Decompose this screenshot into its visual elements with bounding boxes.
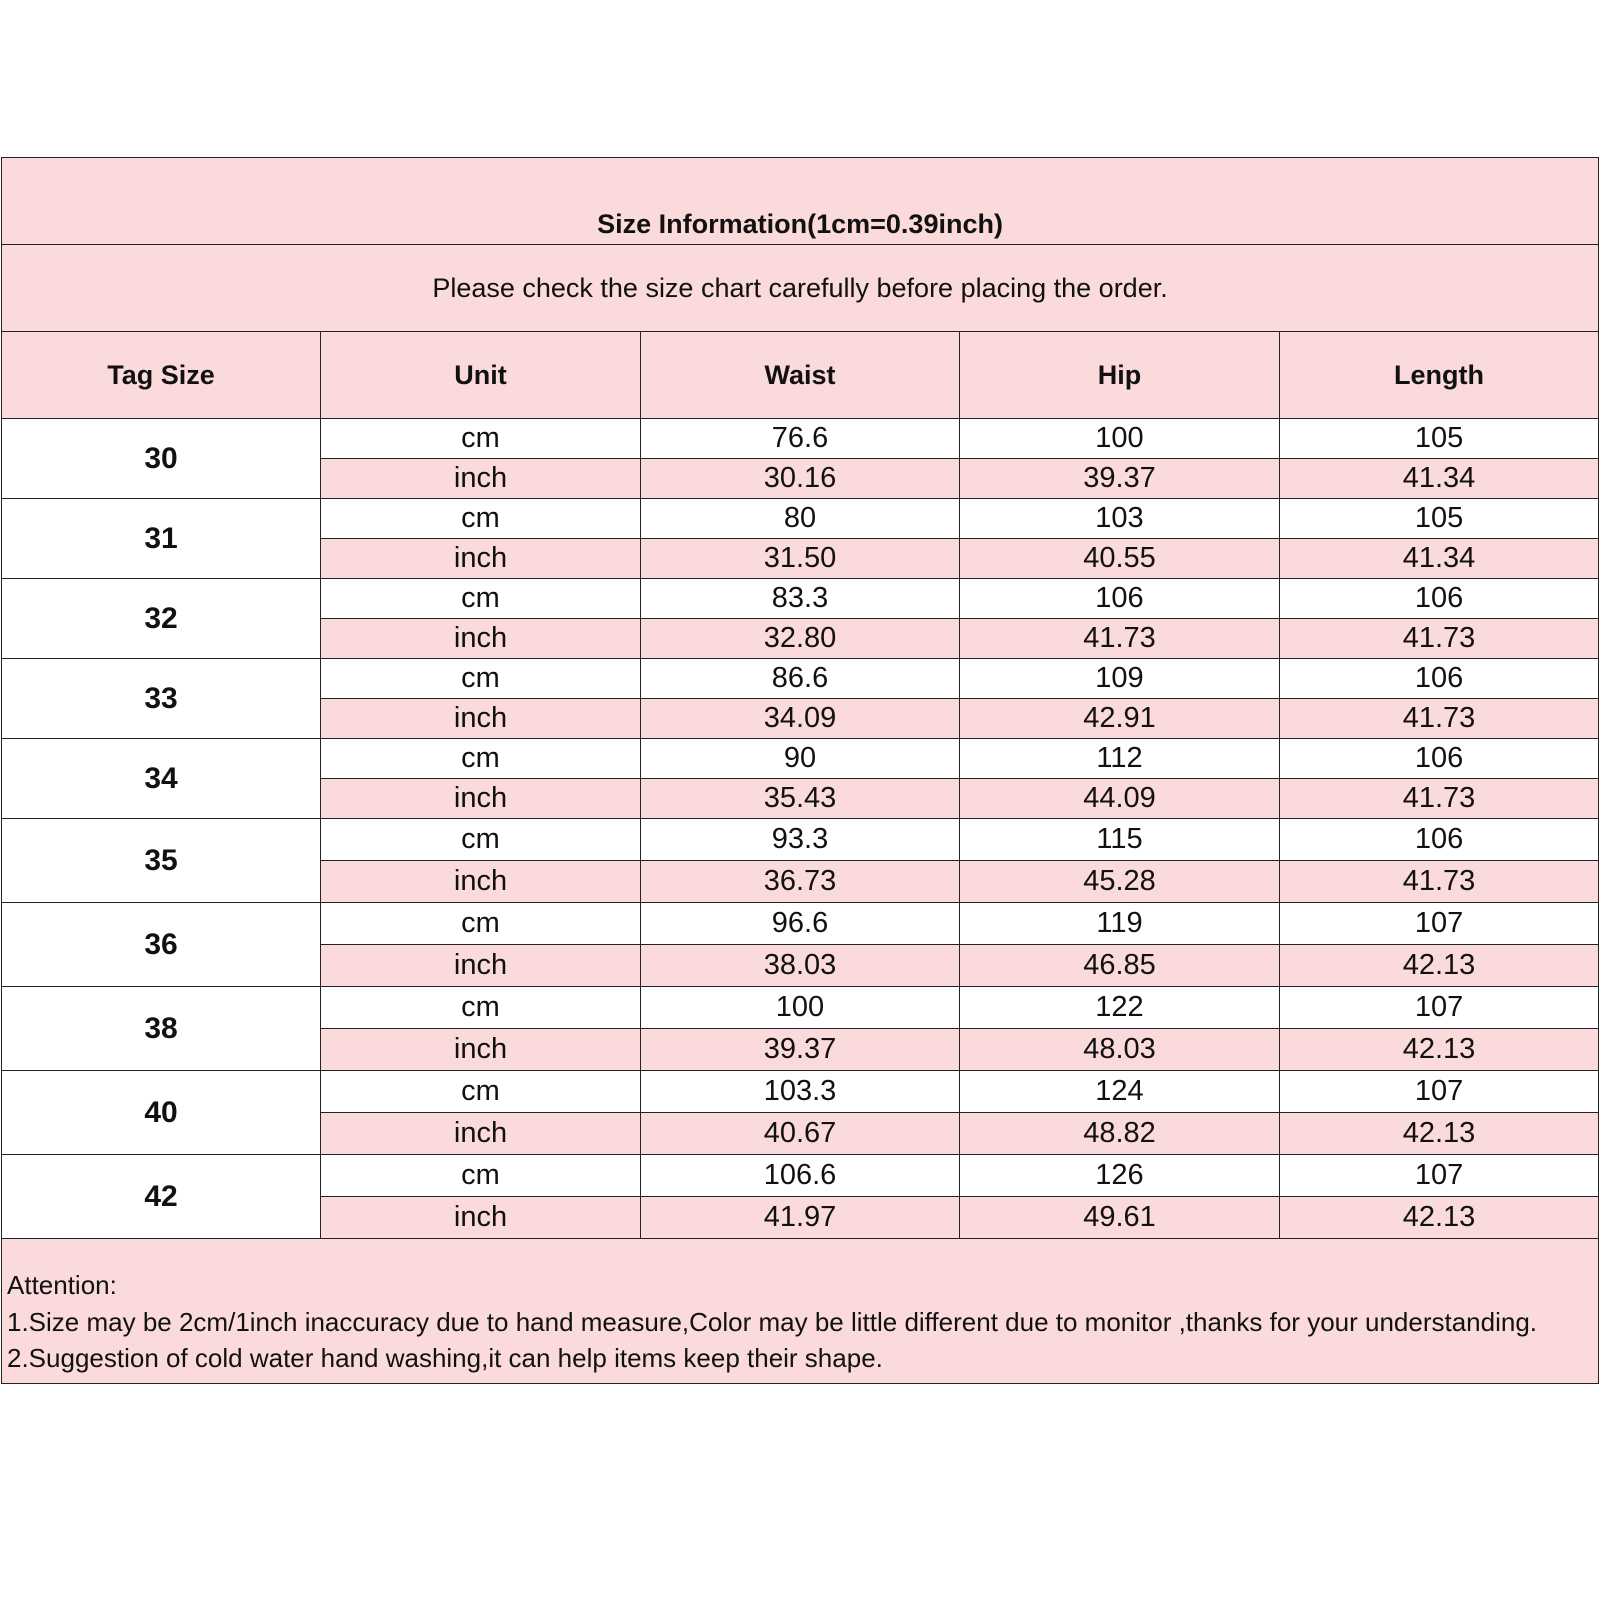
unit-cell: inch xyxy=(321,1113,641,1155)
unit-cell: cm xyxy=(321,819,641,861)
table-row xyxy=(2,819,1599,861)
length-cell: 107 xyxy=(1280,903,1599,945)
hip-cell: 112 xyxy=(960,739,1280,779)
table-row xyxy=(2,499,1599,539)
unit-cell: inch xyxy=(321,779,641,819)
table-row xyxy=(2,1155,1599,1197)
unit-cell: cm xyxy=(321,419,641,459)
unit-cell: inch xyxy=(321,619,641,659)
tag-size-cell: 36 xyxy=(2,903,321,987)
length-cell: 105 xyxy=(1280,499,1599,539)
unit-cell: cm xyxy=(321,987,641,1029)
unit-cell: cm xyxy=(321,499,641,539)
hip-cell: 42.91 xyxy=(960,699,1280,739)
waist-cell: 86.6 xyxy=(641,659,960,699)
hip-cell: 48.82 xyxy=(960,1113,1280,1155)
table-title: Size Information(1cm=0.39inch) xyxy=(597,209,1003,239)
waist-cell: 39.37 xyxy=(641,1029,960,1071)
table-row xyxy=(2,1071,1599,1113)
table-subtitle: Please check the size chart carefully before placing the order. xyxy=(2,245,1599,332)
title-row xyxy=(2,158,1599,245)
waist-cell: 80 xyxy=(641,499,960,539)
unit-cell: inch xyxy=(321,539,641,579)
unit-cell: inch xyxy=(321,459,641,499)
header-waist: Waist xyxy=(641,332,960,419)
unit-cell: cm xyxy=(321,1155,641,1197)
length-cell: 105 xyxy=(1280,419,1599,459)
length-cell: 106 xyxy=(1280,659,1599,699)
length-cell: 41.34 xyxy=(1280,459,1599,499)
header-tag-size: Tag Size xyxy=(2,332,321,419)
tag-size-cell: 40 xyxy=(2,1071,321,1155)
unit-cell: cm xyxy=(321,579,641,619)
hip-cell: 119 xyxy=(960,903,1280,945)
hip-cell: 122 xyxy=(960,987,1280,1029)
waist-cell: 106.6 xyxy=(641,1155,960,1197)
unit-cell: cm xyxy=(321,659,641,699)
hip-cell: 115 xyxy=(960,819,1280,861)
hip-cell: 45.28 xyxy=(960,861,1280,903)
hip-cell: 46.85 xyxy=(960,945,1280,987)
unit-cell: cm xyxy=(321,1071,641,1113)
length-cell: 41.73 xyxy=(1280,699,1599,739)
length-cell: 106 xyxy=(1280,579,1599,619)
hip-cell: 41.73 xyxy=(960,619,1280,659)
unit-cell: inch xyxy=(321,945,641,987)
waist-cell: 90 xyxy=(641,739,960,779)
waist-cell: 93.3 xyxy=(641,819,960,861)
table-row xyxy=(2,903,1599,945)
header-row xyxy=(2,332,1599,419)
table-row xyxy=(2,659,1599,699)
length-cell: 106 xyxy=(1280,739,1599,779)
unit-cell: inch xyxy=(321,1197,641,1239)
waist-cell: 76.6 xyxy=(641,419,960,459)
unit-cell: inch xyxy=(321,861,641,903)
tag-size-cell: 32 xyxy=(2,579,321,659)
waist-cell: 31.50 xyxy=(641,539,960,579)
table-row xyxy=(2,739,1599,779)
unit-cell: inch xyxy=(321,1029,641,1071)
hip-cell: 48.03 xyxy=(960,1029,1280,1071)
attention-note-1: 1.Size may be 2cm/1inch inaccuracy due to hand measure,Color may be little different due to monitor ,thanks for your understanding. xyxy=(7,1306,1538,1337)
hip-cell: 124 xyxy=(960,1071,1280,1113)
tag-size-cell: 33 xyxy=(2,659,321,739)
length-cell: 41.73 xyxy=(1280,779,1599,819)
length-cell: 42.13 xyxy=(1280,1197,1599,1239)
attention-note-2: 2.Suggestion of cold water hand washing,it can help items keep their shape. xyxy=(7,1343,883,1373)
length-cell: 42.13 xyxy=(1280,1113,1599,1155)
table-row xyxy=(2,579,1599,619)
waist-cell: 32.80 xyxy=(641,619,960,659)
length-cell: 42.13 xyxy=(1280,1029,1599,1071)
tag-size-cell: 31 xyxy=(2,499,321,579)
tag-size-cell: 34 xyxy=(2,739,321,819)
hip-cell: 40.55 xyxy=(960,539,1280,579)
tag-size-cell: 42 xyxy=(2,1155,321,1239)
header-hip: Hip xyxy=(960,332,1280,419)
waist-cell: 38.03 xyxy=(641,945,960,987)
table-title-cell xyxy=(2,158,1599,245)
length-cell: 41.73 xyxy=(1280,861,1599,903)
waist-cell: 96.6 xyxy=(641,903,960,945)
attention-notes xyxy=(2,1239,1599,1384)
hip-cell: 100 xyxy=(960,419,1280,459)
header-unit: Unit xyxy=(321,332,641,419)
waist-cell: 103.3 xyxy=(641,1071,960,1113)
hip-cell: 106 xyxy=(960,579,1280,619)
table-row xyxy=(2,419,1599,459)
waist-cell: 41.97 xyxy=(641,1197,960,1239)
hip-cell: 126 xyxy=(960,1155,1280,1197)
hip-cell: 44.09 xyxy=(960,779,1280,819)
header-length: Length xyxy=(1280,332,1599,419)
hip-cell: 103 xyxy=(960,499,1280,539)
unit-cell: cm xyxy=(321,903,641,945)
length-cell: 42.13 xyxy=(1280,945,1599,987)
length-cell: 106 xyxy=(1280,819,1599,861)
length-cell: 107 xyxy=(1280,1071,1599,1113)
unit-cell: cm xyxy=(321,739,641,779)
tag-size-cell: 38 xyxy=(2,987,321,1071)
unit-cell: inch xyxy=(321,699,641,739)
waist-cell: 36.73 xyxy=(641,861,960,903)
size-chart xyxy=(1,157,1598,1384)
tag-size-cell: 35 xyxy=(2,819,321,903)
tag-size-cell: 30 xyxy=(2,419,321,499)
size-table xyxy=(1,157,1599,1384)
length-cell: 107 xyxy=(1280,987,1599,1029)
waist-cell: 100 xyxy=(641,987,960,1029)
length-cell: 41.73 xyxy=(1280,619,1599,659)
waist-cell: 40.67 xyxy=(641,1113,960,1155)
subtitle-row xyxy=(2,245,1599,332)
waist-cell: 34.09 xyxy=(641,699,960,739)
length-cell: 107 xyxy=(1280,1155,1599,1197)
attention-heading: Attention: xyxy=(7,1270,117,1300)
hip-cell: 109 xyxy=(960,659,1280,699)
hip-cell: 49.61 xyxy=(960,1197,1280,1239)
length-cell: 41.34 xyxy=(1280,539,1599,579)
waist-cell: 83.3 xyxy=(641,579,960,619)
hip-cell: 39.37 xyxy=(960,459,1280,499)
table-row xyxy=(2,987,1599,1029)
waist-cell: 30.16 xyxy=(641,459,960,499)
notes-row xyxy=(2,1239,1599,1384)
waist-cell: 35.43 xyxy=(641,779,960,819)
